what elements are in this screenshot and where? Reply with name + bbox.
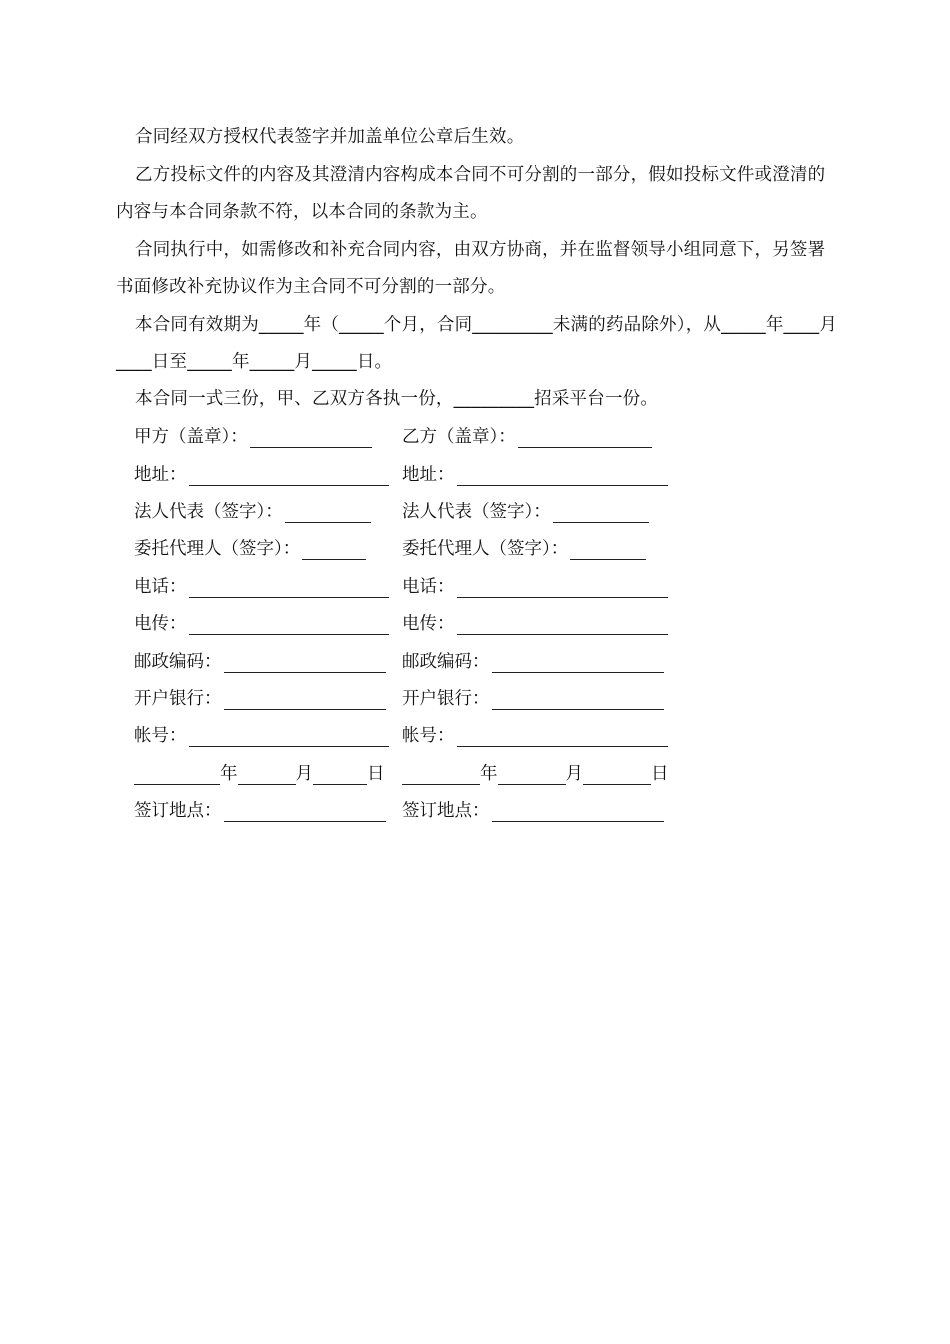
- party-a-bank-label: 开户银行：: [134, 688, 222, 709]
- signature-row-place: [134, 792, 674, 829]
- paragraph-copies: 本合同一式三份，甲、乙双方各执一份，_________招采平台一份。: [135, 389, 659, 409]
- signature-row-date: [134, 755, 674, 792]
- party-a-legal-rep-field[interactable]: [285, 504, 371, 523]
- party-b-date: [402, 760, 670, 787]
- party-a-month-field[interactable]: [238, 766, 296, 785]
- party-a-phone-label: 电话：: [134, 576, 187, 597]
- party-a-account-label: 帐号：: [134, 726, 187, 747]
- party-b-place-field[interactable]: [492, 803, 664, 822]
- party-b-day-label: 日: [651, 763, 669, 784]
- party-b-address-label: 地址：: [402, 464, 455, 485]
- party-b-bank-field[interactable]: [492, 691, 664, 710]
- party-a-month-label: 月: [295, 763, 313, 784]
- party-b-bank-label: 开户银行：: [402, 688, 490, 709]
- party-b-agent-field[interactable]: [570, 541, 646, 560]
- party-b-year-field[interactable]: [402, 766, 480, 785]
- party-b-day-field[interactable]: [583, 766, 651, 785]
- party-b-fax-field[interactable]: [457, 616, 668, 635]
- party-a-year-label: 年: [220, 763, 238, 784]
- party-a-agent-label: 委托代理人（签字）：: [134, 539, 301, 560]
- party-b-address-field[interactable]: [457, 467, 668, 486]
- party-b-account-label: 帐号：: [402, 726, 455, 747]
- party-b-phone-label: 电话：: [402, 576, 455, 597]
- party-b-legal-rep-field[interactable]: [553, 504, 649, 523]
- party-b-month-field[interactable]: [498, 766, 566, 785]
- party-a-agent-field[interactable]: [302, 541, 366, 560]
- party-a-bank-field[interactable]: [224, 691, 386, 710]
- party-b-seal-label: 乙方（盖章）：: [402, 427, 516, 448]
- signature-row-bank: [134, 680, 674, 717]
- party-a-fax-field[interactable]: [189, 616, 389, 635]
- paragraph-bid-documents: 乙方投标文件的内容及其澄清内容构成本合同不可分割的一部分，假如投标文件或澄清的内容与本合同条款不符，以本合同的条款为主。: [116, 165, 826, 222]
- paragraph-validity: 本合同有效期为_____年（_____个月，合同_________未满的药品除外），从_____年____月____日至_____年_____月_____日。: [116, 315, 838, 372]
- party-a-seal-label: 甲方（盖章）：: [134, 427, 248, 448]
- party-a-date: [134, 760, 402, 787]
- party-b-year-label: 年: [480, 763, 498, 784]
- party-b-agent-label: 委托代理人（签字）：: [402, 539, 569, 560]
- party-b-phone-field[interactable]: [457, 579, 668, 598]
- party-a-address-field[interactable]: [189, 467, 389, 486]
- party-b-postcode-label: 邮政编码：: [402, 651, 490, 672]
- party-a-address-label: 地址：: [134, 464, 187, 485]
- party-a-fax-label: 电传：: [134, 614, 187, 635]
- party-a-postcode-field[interactable]: [224, 654, 386, 673]
- signature-row-postcode: [134, 642, 674, 679]
- party-a-phone-field[interactable]: [189, 579, 389, 598]
- party-a-day-field[interactable]: [313, 766, 367, 785]
- party-a-place-label: 签订地点：: [134, 801, 222, 822]
- party-b-month-label: 月: [565, 763, 583, 784]
- paragraph-effective: 合同经双方授权代表签字并加盖单位公章后生效。: [135, 127, 525, 147]
- party-a-seal-field[interactable]: [250, 429, 372, 448]
- signature-row-address: [134, 455, 674, 492]
- paragraph-amendment: 合同执行中，如需修改和补充合同内容，由双方协商，并在监督领导小组同意下，另签署书面修改补充协议作为主合同不可分割的一部分。: [116, 240, 826, 297]
- signature-row-seal: [134, 418, 674, 455]
- party-b-account-field[interactable]: [457, 728, 668, 747]
- signature-row-legal-rep: [134, 493, 674, 530]
- party-a-day-label: 日: [367, 763, 385, 784]
- signature-row-agent: [134, 530, 674, 567]
- signature-block: [134, 418, 674, 829]
- signature-row-phone: [134, 568, 674, 605]
- signature-row-fax: [134, 605, 674, 642]
- party-a-legal-rep-label: 法人代表（签字）：: [134, 501, 283, 522]
- party-a-place-field[interactable]: [224, 803, 386, 822]
- party-b-legal-rep-label: 法人代表（签字）：: [402, 501, 551, 522]
- party-a-account-field[interactable]: [189, 728, 389, 747]
- party-a-postcode-label: 邮政编码：: [134, 651, 222, 672]
- party-b-seal-field[interactable]: [518, 429, 652, 448]
- party-b-place-label: 签订地点：: [402, 801, 490, 822]
- party-b-postcode-field[interactable]: [492, 654, 664, 673]
- party-b-fax-label: 电传：: [402, 614, 455, 635]
- signature-row-account: [134, 717, 674, 754]
- party-a-year-field[interactable]: [134, 766, 220, 785]
